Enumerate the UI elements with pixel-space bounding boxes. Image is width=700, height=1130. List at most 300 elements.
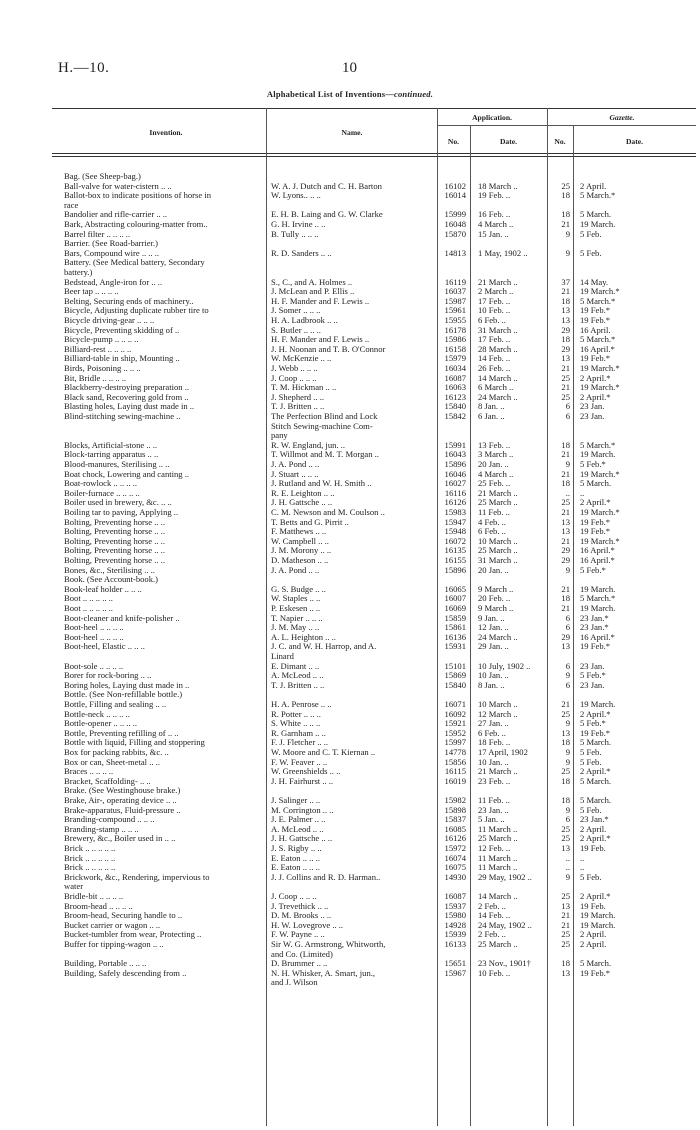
- app-no-cell: 14930: [444, 871, 466, 882]
- app-date-cell: 9 March ..: [478, 583, 514, 594]
- app-date-cell: 14 Feb. ..: [478, 353, 511, 364]
- gazette-date-cell: 16 April.*: [580, 555, 615, 565]
- invention-cell: Broom-head, Securing handle to ..: [64, 910, 183, 921]
- invention-cell: Boring holes, Laying dust made in ..: [64, 679, 190, 690]
- gazette-date-cell: 19 Feb.*: [580, 727, 611, 738]
- gazette-no-cell: ..: [565, 852, 570, 863]
- app-no-cell: 15955: [444, 315, 466, 325]
- gazette-date-cell: 23 Jan.: [580, 401, 605, 412]
- gazette-date-cell: 5 March.*: [580, 295, 616, 306]
- name-cell: B. Tully .. .. ..: [271, 228, 319, 239]
- invention-cell: Bolting, Preventing horse .. ..: [64, 555, 165, 565]
- gazette-date-cell: 2 April.*: [580, 766, 611, 777]
- app-no-cell: 15967: [444, 967, 466, 978]
- gazette-no-cell: 18: [561, 958, 570, 969]
- gazette-date-cell: 2 April.: [580, 939, 607, 949]
- app-date-cell: 6 Feb. ..: [478, 526, 506, 537]
- invention-cell: Boot .. .. .. .. ..: [64, 603, 113, 613]
- gazette-date-cell: 19 Feb.*: [580, 516, 611, 527]
- invention-cell: Billiard-table in ship, Mounting ..: [64, 353, 180, 364]
- app-no-cell: 16043: [444, 449, 466, 460]
- app-no-cell: 16133: [444, 939, 466, 949]
- gazette-date-cell: 19 March.*: [580, 468, 620, 479]
- name-cell: J. H. Gattsche .. ..: [271, 833, 333, 844]
- gazette-date-cell: 19 March.*: [580, 382, 620, 393]
- name-cell: and Co. (Limited): [271, 948, 333, 959]
- gazette-date-cell: 2 April.: [580, 929, 607, 940]
- app-no-cell: 16126: [444, 497, 466, 508]
- name-cell: J. S. Rigby .. ..: [271, 843, 322, 853]
- app-date-cell: 4 March ..: [478, 468, 514, 479]
- name-cell: J. H. Noonan and T. B. O'Connor: [271, 343, 386, 354]
- app-no-cell: 16158: [444, 343, 466, 354]
- name-cell: J. M. Morony .. ..: [271, 545, 332, 556]
- gazette-no-cell: 6: [565, 401, 570, 412]
- gazette-date-cell: 5 March.: [580, 795, 612, 805]
- name-cell: S. White .. .. ..: [271, 718, 321, 729]
- name-cell: J. A. Pond .. ..: [271, 564, 320, 575]
- name-cell: J. Coop .. .. ..: [271, 891, 317, 901]
- gazette-date-cell: 19 March.: [580, 603, 616, 613]
- name-cell: D. M. Brooks .. ..: [271, 910, 332, 921]
- gazette-date-cell: 2 April.: [580, 823, 607, 834]
- invention-cell: Book. (See Account-book.): [64, 574, 159, 585]
- app-date-cell: 13 Feb. ..: [478, 439, 511, 450]
- invention-cell: Barrel filter .. .. .. ..: [64, 228, 131, 239]
- app-date-cell: 12 Feb. ..: [478, 843, 511, 853]
- invention-cell: Beer tap .. .. .. ..: [64, 286, 119, 297]
- name-cell: F. W. Feaver .. ..: [271, 756, 328, 767]
- app-no-cell: 15898: [444, 804, 466, 815]
- app-no-cell: 15999: [444, 209, 466, 220]
- app-date-cell: 25 March ..: [478, 833, 518, 844]
- name-cell: W. Staples .. ..: [271, 593, 321, 604]
- gazette-date-cell: 19 Feb.: [580, 900, 606, 911]
- gazette-date-cell: 23 Jan.*: [580, 622, 609, 633]
- gazette-date-cell: 19 Feb.*: [580, 967, 611, 978]
- name-cell: J. Somer .. .. ..: [271, 305, 321, 316]
- name-cell: G. H. Irvine .. ..: [271, 219, 326, 229]
- app-no-cell: 15840: [444, 679, 466, 690]
- app-date-cell: 2 Feb. ..: [478, 929, 506, 940]
- invention-cell: Braces .. .. .. ..: [64, 766, 114, 777]
- name-cell: J. Shepherd .. ..: [271, 391, 324, 402]
- app-date-cell: 25 Feb. ..: [478, 478, 511, 489]
- gazette-date-cell: 5 March.: [580, 478, 612, 489]
- gazette-date-cell: 5 March.*: [580, 334, 616, 345]
- gazette-date-cell: 5 Feb.: [580, 871, 602, 882]
- app-no-cell: 16085: [444, 823, 466, 834]
- name-cell: R. Garnham .. ..: [271, 727, 326, 738]
- name-cell: E. H. B. Laing and G. W. Clarke: [271, 209, 383, 220]
- gazette-no-cell: 13: [561, 843, 570, 853]
- invention-cell: Bottle, Filling and sealing .. ..: [64, 699, 167, 709]
- gazette-no-cell: 18: [561, 295, 570, 306]
- app-date-cell: 6 Jan. ..: [478, 411, 505, 421]
- gazette-no-cell: 6: [565, 612, 570, 623]
- gazette-no-cell: 25: [561, 929, 570, 940]
- gazette-no-cell: 18: [561, 775, 570, 786]
- app-no-cell: 16007: [444, 593, 466, 604]
- app-no-cell: 16087: [444, 372, 466, 383]
- name-cell: P. Eskesen .. ..: [271, 603, 321, 613]
- invention-cell: Bandolier and rifle-carrier .. ..: [64, 209, 168, 220]
- app-no-cell: 16034: [444, 363, 466, 373]
- app-no-cell: 14813: [444, 247, 466, 258]
- invention-cell: Bottle-neck .. .. .. ..: [64, 708, 130, 719]
- name-cell: W. McKenzie .. ..: [271, 353, 332, 364]
- app-no-cell: 16116: [444, 487, 466, 498]
- gazette-no-cell: 13: [561, 305, 570, 316]
- app-no-cell: 16087: [444, 891, 466, 901]
- app-date-cell: 24 March ..: [478, 391, 518, 402]
- col-header-invention: Invention.: [149, 128, 183, 137]
- app-no-cell: 16065: [444, 583, 466, 594]
- app-date-cell: 25 March ..: [478, 497, 518, 508]
- name-cell: Sir W. G. Armstrong, Whitworth,: [271, 939, 386, 949]
- gazette-date-cell: 19 March.: [580, 919, 616, 930]
- app-date-cell: 2 Feb. ..: [478, 900, 506, 911]
- invention-cell: Broom-head .. .. .. ..: [64, 900, 133, 911]
- col-divider-5: [573, 125, 574, 1126]
- name-cell: D. Brummer .. ..: [271, 958, 328, 969]
- app-date-cell: 9 Jan. ..: [478, 612, 505, 623]
- invention-cell: Bedstead, Angle-iron for .. ..: [64, 276, 163, 287]
- col-header-name: Name.: [341, 128, 363, 137]
- app-no-cell: 15948: [444, 526, 466, 537]
- app-date-cell: 31 March ..: [478, 555, 518, 565]
- gazette-date-cell: ..: [580, 852, 585, 863]
- name-cell: D. Matheson .. ..: [271, 555, 329, 565]
- name-cell: J. Coop .. .. ..: [271, 372, 317, 383]
- invention-cell: Bicycle, Adjusting duplicate rubber tire to: [64, 305, 209, 316]
- gazette-no-cell: 21: [561, 219, 570, 229]
- gazette-date-cell: 2 April.*: [580, 497, 611, 508]
- app-no-cell: 16063: [444, 382, 466, 393]
- app-date-cell: 10 Feb. ..: [478, 305, 511, 316]
- app-no-cell: 15837: [444, 814, 466, 825]
- app-date-cell: 10 July, 1902 ..: [478, 660, 531, 671]
- app-date-cell: 26 Feb. ..: [478, 363, 511, 373]
- invention-cell: water: [64, 881, 84, 892]
- gazette-date-cell: 14 May.: [580, 276, 609, 287]
- name-cell: E. Eaton .. .. ..: [271, 862, 320, 873]
- gazette-no-cell: 9: [565, 804, 570, 815]
- col-divider-3: [470, 125, 471, 1126]
- invention-cell: Brake, Air-, operating device .. ..: [64, 795, 177, 805]
- name-cell: J. J. Collins and R. D. Harman..: [271, 871, 381, 882]
- gazette-date-cell: 16 April.*: [580, 631, 615, 642]
- app-no-cell: 16178: [444, 324, 466, 335]
- gazette-date-cell: 16 April.*: [580, 343, 615, 354]
- gazette-no-cell: 25: [561, 708, 570, 719]
- name-cell: T. J. Britten .. ..: [271, 401, 325, 412]
- app-no-cell: 16126: [444, 833, 466, 844]
- invention-cell: Blasting holes, Laying dust made in ..: [64, 401, 195, 412]
- gazette-date-cell: 5 Feb.: [580, 228, 602, 239]
- gazette-no-cell: 13: [561, 727, 570, 738]
- app-no-cell: 15896: [444, 564, 466, 575]
- col-header-gazette: Gazette.: [609, 113, 635, 122]
- gazette-no-cell: 13: [561, 526, 570, 537]
- gazette-date-cell: ..: [580, 862, 585, 873]
- app-no-cell: 15979: [444, 353, 466, 364]
- gazette-no-cell: 6: [565, 814, 570, 825]
- gazette-date-cell: 5 Feb.: [580, 804, 602, 815]
- app-date-cell: 17 Feb. ..: [478, 295, 511, 306]
- gazette-date-cell: 5 Feb.: [580, 247, 602, 258]
- invention-cell: Branding-compound .. .. ..: [64, 814, 155, 825]
- name-cell: T. Napier .. .. ..: [271, 612, 323, 623]
- invention-cell: Blind-stitching sewing-machine ..: [64, 411, 181, 421]
- invention-cell: Brick .. .. .. .. ..: [64, 843, 116, 853]
- gazette-date-cell: 19 Feb.*: [580, 526, 611, 537]
- gazette-no-cell: 13: [561, 900, 570, 911]
- app-date-cell: 10 Jan. ..: [478, 756, 509, 767]
- gazette-no-cell: 29: [561, 343, 570, 354]
- invention-cell: Bark, Abstracting colouring-matter from..: [64, 219, 208, 229]
- invention-cell: Branding-stamp .. .. ..: [64, 823, 139, 834]
- app-no-cell: 16115: [444, 766, 466, 777]
- app-date-cell: 18 Feb. ..: [478, 737, 511, 748]
- app-date-cell: 21 March ..: [478, 487, 518, 498]
- gazette-no-cell: 9: [565, 718, 570, 729]
- app-no-cell: 15987: [444, 295, 466, 306]
- app-date-cell: 17 Feb. ..: [478, 334, 511, 345]
- caption-main: Alphabetical List of Inventions—: [266, 89, 394, 99]
- gazette-date-cell: 19 March.: [580, 910, 616, 921]
- app-date-cell: 24 May, 1902 ..: [478, 919, 532, 930]
- app-no-cell: 16014: [444, 190, 466, 201]
- name-cell: J. M. May .. ..: [271, 622, 320, 633]
- gazette-no-cell: 13: [561, 516, 570, 527]
- invention-cell: Boot-heel, Elastic .. .. ..: [64, 641, 145, 652]
- app-no-cell: 16136: [444, 631, 466, 642]
- page-number: 10: [342, 60, 357, 76]
- gazette-no-cell: ..: [565, 862, 570, 873]
- invention-cell: Buffer for tipping-wagon .. ..: [64, 939, 164, 949]
- invention-cell: Box or can, Sheet-metal .. ..: [64, 756, 160, 767]
- gazette-no-cell: 25: [561, 766, 570, 777]
- invention-cell: Boot-sole .. .. .. ..: [64, 660, 124, 671]
- app-date-cell: 21 March ..: [478, 766, 518, 777]
- gazette-date-cell: 2 April.*: [580, 891, 611, 901]
- name-cell: N. H. Whisker, A. Smart, jun.,: [271, 967, 376, 978]
- app-date-cell: 17 April, 1902: [478, 747, 528, 757]
- app-no-cell: 15842: [444, 411, 466, 421]
- gazette-no-cell: 37: [561, 276, 570, 287]
- app-date-cell: 12 March ..: [478, 708, 518, 719]
- app-date-cell: 19 Feb. ..: [478, 190, 511, 201]
- header-bottom-rule: [52, 153, 696, 154]
- name-cell: T. Betts and G. Pirrit ..: [271, 516, 349, 527]
- invention-cell: Borer for rock-boring .. ..: [64, 670, 152, 681]
- invention-cell: Bridle-bit .. .. .. ..: [64, 891, 124, 901]
- invention-cell: Bag. (See Sheep-bag.): [64, 171, 141, 181]
- name-cell: W. A. J. Dutch and C. H. Barton: [271, 180, 382, 191]
- name-cell: F. J. Fletcher .. ..: [271, 737, 329, 748]
- app-date-cell: 6 Feb. ..: [478, 727, 506, 738]
- gazette-no-cell: 25: [561, 833, 570, 844]
- invention-cell: Boot .. .. .. .. ..: [64, 593, 113, 604]
- subheader-rule: [437, 125, 696, 126]
- app-date-cell: 10 Jan. ..: [478, 670, 509, 681]
- name-cell: T. Willmot and M. T. Morgan ..: [271, 449, 379, 460]
- gazette-date-cell: 5 Feb.: [580, 756, 602, 767]
- invention-cell: Bicycle, Preventing skidding of ..: [64, 324, 180, 335]
- app-date-cell: 25 March ..: [478, 939, 518, 949]
- gazette-no-cell: 21: [561, 919, 570, 930]
- app-no-cell: 15961: [444, 305, 466, 316]
- app-date-cell: 3 March ..: [478, 449, 514, 460]
- invention-cell: Brick .. .. .. .. ..: [64, 862, 116, 873]
- app-no-cell: 15651: [444, 958, 466, 969]
- name-cell: Linard: [271, 651, 294, 661]
- col-header-gaz-no: No.: [554, 137, 566, 146]
- name-cell: E. Dimant .. ..: [271, 660, 320, 671]
- gazette-no-cell: 18: [561, 334, 570, 345]
- gazette-no-cell: 21: [561, 583, 570, 594]
- name-cell: R. D. Sanders .. ..: [271, 247, 332, 258]
- app-date-cell: 4 March ..: [478, 219, 514, 229]
- gazette-no-cell: 18: [561, 795, 570, 805]
- invention-cell: Bolting, Preventing horse .. ..: [64, 545, 165, 556]
- app-date-cell: 14 March ..: [478, 891, 518, 901]
- name-cell: T. J. Britten .. ..: [271, 679, 325, 690]
- gazette-no-cell: 18: [561, 478, 570, 489]
- gazette-date-cell: 19 March.: [580, 219, 616, 229]
- app-date-cell: 29 May, 1902 ..: [478, 871, 532, 882]
- gazette-no-cell: 6: [565, 679, 570, 690]
- app-no-cell: 16119: [444, 276, 466, 287]
- name-cell: J. H. Fairhurst .. ..: [271, 775, 334, 786]
- name-cell: J. Trevethick .. ..: [271, 900, 329, 911]
- invention-cell: Bucket-tumbler from wear, Protecting ..: [64, 929, 202, 940]
- app-no-cell: 16069: [444, 603, 466, 613]
- name-cell: C. M. Newson and M. Coulson ..: [271, 507, 385, 517]
- gazette-no-cell: 18: [561, 209, 570, 220]
- app-no-cell: 16075: [444, 862, 466, 873]
- app-no-cell: 15931: [444, 641, 466, 652]
- invention-cell: Bottle-opener .. .. .. ..: [64, 718, 138, 729]
- gazette-date-cell: 19 Feb.*: [580, 305, 611, 316]
- app-date-cell: 11 March ..: [478, 852, 518, 863]
- gazette-date-cell: 16 April.*: [580, 545, 615, 556]
- app-date-cell: 20 Jan. ..: [478, 459, 509, 469]
- name-cell: W. Greenshields .. ..: [271, 766, 341, 777]
- name-cell: W. Lyons.. .. ..: [271, 190, 321, 201]
- app-date-cell: 10 March ..: [478, 699, 518, 709]
- name-cell: J. McLean and P. Ellis ..: [271, 286, 355, 297]
- name-cell: G. S. Budge .. ..: [271, 583, 326, 594]
- app-no-cell: 15840: [444, 401, 466, 412]
- app-no-cell: 16037: [444, 286, 466, 297]
- gazette-no-cell: 9: [565, 247, 570, 258]
- gazette-no-cell: 25: [561, 939, 570, 949]
- invention-cell: Brake. (See Westinghouse brake.): [64, 785, 181, 796]
- name-cell: J. C. and W. H. Harrop, and A.: [271, 641, 377, 652]
- app-date-cell: 8 Jan. ..: [478, 679, 505, 690]
- invention-cell: Brickwork, &c., Rendering, impervious to: [64, 871, 210, 882]
- gazette-date-cell: 2 April.*: [580, 708, 611, 719]
- name-cell: H. F. Mander and F. Lewis ..: [271, 295, 370, 306]
- name-cell: J. Salinger .. ..: [271, 795, 321, 805]
- invention-cell: Bottle, Preventing refilling of .. ..: [64, 727, 179, 738]
- app-no-cell: 16048: [444, 219, 466, 229]
- app-no-cell: 15991: [444, 439, 466, 450]
- gazette-no-cell: 6: [565, 660, 570, 671]
- gazette-no-cell: 21: [561, 286, 570, 297]
- name-cell: T. M. Hickman .. ..: [271, 382, 337, 393]
- app-date-cell: 25 March ..: [478, 545, 518, 556]
- invention-cell: Bolting, Preventing horse .. ..: [64, 516, 165, 527]
- gazette-date-cell: 19 March.: [580, 699, 616, 709]
- col-header-app-no: No.: [447, 137, 460, 146]
- header-bottom-rule-2: [52, 156, 696, 157]
- gazette-date-cell: 19 March.*: [580, 363, 620, 373]
- gazette-no-cell: 18: [561, 190, 570, 201]
- app-date-cell: 11 March ..: [478, 862, 518, 873]
- app-date-cell: 18 March ..: [478, 180, 518, 191]
- name-cell: Stitch Sewing-machine Com-: [271, 420, 373, 431]
- gazette-date-cell: 2 April.*: [580, 833, 611, 844]
- gazette-no-cell: 21: [561, 535, 570, 546]
- invention-cell: Boot-heel .. .. .. ..: [64, 631, 124, 642]
- app-date-cell: 23 Jan. ..: [478, 804, 509, 815]
- gazette-date-cell: 16 April.: [580, 324, 611, 335]
- invention-cell: Brewery, &c., Boiler used in .. ..: [64, 833, 176, 844]
- invention-cell: Bars, Compound wire .. .. ..: [64, 247, 160, 258]
- gazette-no-cell: 29: [561, 555, 570, 565]
- name-cell: H. W. Lovegrove .. ..: [271, 919, 344, 930]
- name-cell: pany: [271, 430, 288, 441]
- invention-cell: Bracket, Scaffolding- .. ..: [64, 775, 151, 786]
- gazette-no-cell: 29: [561, 631, 570, 642]
- gazette-no-cell: 25: [561, 391, 570, 402]
- app-no-cell: 16071: [444, 699, 466, 709]
- app-date-cell: 6 Feb. ..: [478, 315, 506, 325]
- gazette-no-cell: 21: [561, 699, 570, 709]
- gazette-date-cell: 19 March.*: [580, 535, 620, 546]
- name-cell: J. Rutland and W. H. Smith ..: [271, 478, 372, 489]
- app-no-cell: 16019: [444, 775, 466, 786]
- gazette-date-cell: 19 Feb.: [580, 843, 606, 853]
- table-caption: [0, 89, 700, 99]
- app-date-cell: 10 March ..: [478, 535, 518, 546]
- invention-cell: Blocks, Artificial-stone .. ..: [64, 439, 158, 450]
- app-date-cell: 16 Feb. ..: [478, 209, 511, 220]
- app-no-cell: 16155: [444, 555, 466, 565]
- name-cell: S. Butler .. .. ..: [271, 324, 321, 335]
- invention-cell: Bones, &c., Sterilising .. ..: [64, 564, 155, 575]
- invention-cell: Ballot-box to indicate positions of horse in: [64, 190, 212, 201]
- gazette-no-cell: 13: [561, 353, 570, 364]
- gazette-no-cell: 13: [561, 967, 570, 978]
- gazette-no-cell: 21: [561, 449, 570, 460]
- name-cell: H. F. Mander and F. Lewis ..: [271, 334, 370, 345]
- app-date-cell: 27 Jan. ..: [478, 718, 509, 729]
- name-cell: H. A. Penrose .. ..: [271, 699, 332, 709]
- app-date-cell: 6 March ..: [478, 382, 514, 393]
- app-no-cell: 15947: [444, 516, 466, 527]
- name-cell: W. Moore and C. T. Kiernan ..: [271, 747, 376, 757]
- name-cell: F. Matthews .. ..: [271, 526, 327, 537]
- invention-cell: Bicycle-pump .. .. .. ..: [64, 334, 139, 345]
- gazette-no-cell: 18: [561, 593, 570, 604]
- gazette-no-cell: 25: [561, 180, 570, 191]
- invention-cell: race: [64, 199, 79, 210]
- gazette-date-cell: 5 Feb.*: [580, 670, 606, 681]
